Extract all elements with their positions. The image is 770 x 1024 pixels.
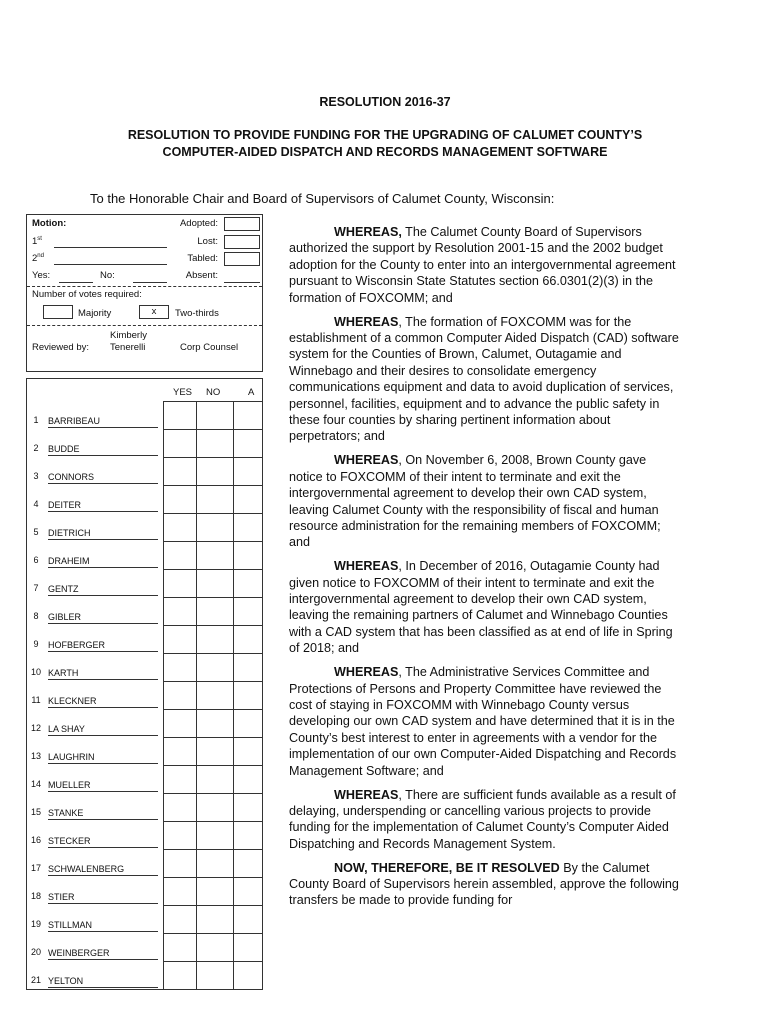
divider bbox=[27, 286, 262, 287]
row-divider bbox=[163, 625, 262, 626]
whereas-paragraph bbox=[289, 787, 681, 853]
supervisor-name: STANKE bbox=[48, 808, 158, 820]
supervisor-name: KLECKNER bbox=[48, 696, 158, 708]
supervisor-name: STECKER bbox=[48, 836, 158, 848]
first-line[interactable] bbox=[54, 247, 167, 248]
row-divider bbox=[163, 541, 262, 542]
row-divider bbox=[163, 905, 262, 906]
row-divider bbox=[163, 821, 262, 822]
row-number: 7 bbox=[33, 583, 39, 593]
row-number: 19 bbox=[30, 919, 41, 929]
whereas-paragraph bbox=[289, 314, 681, 445]
lost-box[interactable] bbox=[224, 235, 260, 249]
row-number: 17 bbox=[30, 863, 41, 873]
paragraph-text: By the Calumet County Board of Supervisors herein assembled, approve the following transfers be made to provide funding for bbox=[289, 860, 679, 908]
row-divider bbox=[163, 737, 262, 738]
supervisor-name: DRAHEIM bbox=[48, 556, 158, 568]
row-number: 8 bbox=[33, 611, 39, 621]
adopted-box[interactable] bbox=[224, 217, 260, 231]
majority-label: Majority bbox=[78, 308, 112, 319]
supervisor-name: GIBLER bbox=[48, 612, 158, 624]
motion-label: Motion: bbox=[32, 218, 67, 229]
paragraph-text: , The Administrative Services Committee and Protections of Persons and Property Committee have reviewed the cost of staying in FOXCOMM with Winnebago County versus developing our own CAD system and have determined that it is in the County’s best interest to enter in agreements with a vendor for the implementation of our own Computer-Aided Dispatching and Records Management Software; and bbox=[289, 665, 677, 778]
paragraph-lead: WHEREAS, bbox=[334, 225, 402, 239]
paragraph-lead: WHEREAS bbox=[334, 453, 399, 468]
yes-line[interactable] bbox=[59, 282, 93, 283]
row-divider bbox=[163, 597, 262, 598]
row-number: 18 bbox=[30, 891, 41, 901]
two-thirds-label: Two-thirds bbox=[175, 308, 219, 319]
whereas-paragraph bbox=[289, 452, 681, 550]
row-divider bbox=[163, 569, 262, 570]
subtitle-line-1: RESOLUTION TO PROVIDE FUNDING FOR THE UPGRADING OF CALUMET COUNTY’S bbox=[127, 128, 643, 142]
row-number: 16 bbox=[30, 835, 41, 845]
row-divider bbox=[163, 429, 262, 430]
row-number: 15 bbox=[30, 807, 41, 817]
row-number: 2 bbox=[33, 443, 39, 453]
paragraph-text: , On November 6, 2008, Brown County gave notice to FOXCOMM of their intent to terminate and exit the intergovernmental agreement to develop their own CAD system, leaving Calumet County with the responsibility of fiscal and human resource administration for the remaining members of FOXCOMM; and bbox=[289, 453, 661, 550]
row-number: 12 bbox=[30, 723, 41, 733]
paragraph-lead: WHEREAS bbox=[334, 665, 399, 680]
paragraph-text: , There are sufficient funds available as a result of delaying, underspending or cancelling various projects to provide funding for the implementation of Calumet County’s Computer Aided Dispatching and Records Management System. bbox=[289, 787, 676, 851]
supervisor-name: KARTH bbox=[48, 668, 158, 680]
two-thirds-checkbox[interactable]: x bbox=[139, 305, 169, 319]
row-number: 10 bbox=[30, 667, 41, 677]
supervisor-name: DEITER bbox=[48, 500, 158, 512]
salutation: To the Honorable Chair and Board of Supervisors of Calumet County, Wisconsin: bbox=[90, 191, 555, 206]
supervisor-name: MUELLER bbox=[48, 780, 158, 792]
row-divider bbox=[163, 653, 262, 654]
row-number: 14 bbox=[30, 779, 41, 789]
row-divider bbox=[163, 849, 262, 850]
supervisor-name: SCHWALENBERG bbox=[48, 864, 158, 876]
no-label: No: bbox=[100, 270, 115, 281]
column-no: NO bbox=[206, 387, 221, 398]
column-divider bbox=[196, 401, 197, 989]
whereas-paragraph bbox=[289, 664, 681, 779]
paragraph-text: , In December of 2016, Outagamie County had given notice to FOXCOMM of their intent to terminate and exit the intergovernmental agreement to develop their own CAD system, leaving the remaining partners of Calumet and Winnebago Counties with a CAD system that has been classified as at end of life in Spring of 2018; and bbox=[289, 559, 673, 656]
yes-label: Yes: bbox=[32, 270, 51, 281]
tabled-label: Tabled: bbox=[187, 253, 218, 264]
supervisor-name: BARRIBEAU bbox=[48, 416, 158, 428]
second-label bbox=[32, 253, 44, 264]
paragraph-lead: WHEREAS bbox=[334, 559, 399, 574]
column-yes: YES bbox=[173, 387, 193, 398]
resolution-title: RESOLUTION 2016-37 bbox=[319, 95, 451, 109]
whereas-paragraph bbox=[289, 860, 681, 909]
supervisor-name: DIETRICH bbox=[48, 528, 158, 540]
supervisor-name: GENTZ bbox=[48, 584, 158, 596]
row-number: 11 bbox=[31, 695, 41, 705]
paragraph-text: , The formation of FOXCOMM was for the establishment of a common Computer Aided Dispatch (CAD) software system for the Counties of Brown, Calumet, Outagamie and Winnebago and their desires to consolidate emergency communications equipment and data to avoid duplication of services, personnel, facilities, equipment and to advance the public safety in these four counties by sharing pertinent information about perpetrators; and bbox=[289, 314, 679, 444]
first-label bbox=[32, 236, 42, 247]
column-absent: A bbox=[248, 387, 255, 398]
first-sup: st bbox=[37, 236, 42, 242]
row-divider bbox=[163, 681, 262, 682]
row-divider bbox=[163, 961, 262, 962]
row-number: 3 bbox=[33, 471, 39, 481]
supervisor-name: LAUGHRIN bbox=[48, 752, 158, 764]
row-divider bbox=[163, 457, 262, 458]
row-divider bbox=[163, 933, 262, 934]
header-rule bbox=[163, 401, 262, 402]
paragraph-lead: WHEREAS bbox=[334, 314, 399, 329]
row-divider bbox=[163, 793, 262, 794]
second-line[interactable] bbox=[54, 264, 167, 265]
divider-2 bbox=[27, 325, 262, 326]
supervisor-name: HOFBERGER bbox=[48, 640, 158, 652]
supervisor-name: LA SHAY bbox=[48, 724, 158, 736]
column-divider bbox=[233, 401, 234, 989]
whereas-paragraph bbox=[289, 558, 681, 656]
supervisor-name: CONNORS bbox=[48, 472, 158, 484]
supervisor-name: BUDDE bbox=[48, 444, 158, 456]
reviewer-title: Corp Counsel bbox=[180, 342, 239, 353]
paragraph-lead: NOW, THEREFORE, BE IT RESOLVED bbox=[334, 860, 560, 875]
reviewer-last-name: Tenerelli bbox=[110, 342, 146, 353]
absent-label: Absent: bbox=[185, 270, 218, 281]
supervisor-name: YELTON bbox=[48, 976, 158, 988]
paragraph-text: The Calumet County Board of Supervisors authorized the support by Resolution 2001-15 and the 2002 budget adoption for the County to enter into an intergovernmental agreement pursuant to Wisconsin State Statutes section 66.0301(2)(3) in the formation of FOXCOMM; and bbox=[289, 225, 676, 305]
lost-label: Lost: bbox=[197, 236, 218, 247]
first-number: 1 bbox=[32, 236, 38, 248]
no-line[interactable] bbox=[133, 282, 167, 283]
absent-line[interactable] bbox=[224, 282, 260, 283]
row-number: 9 bbox=[33, 639, 39, 649]
row-number: 4 bbox=[33, 499, 39, 509]
motion-box bbox=[26, 214, 263, 372]
majority-checkbox[interactable] bbox=[43, 305, 73, 319]
second-number: 2 bbox=[32, 253, 38, 265]
supervisor-name: STILLMAN bbox=[48, 920, 158, 932]
row-divider bbox=[163, 513, 262, 514]
row-divider bbox=[163, 765, 262, 766]
row-number: 5 bbox=[33, 527, 39, 537]
reviewed-by-label: Reviewed by: bbox=[32, 342, 90, 353]
column-divider bbox=[163, 401, 164, 989]
tabled-box[interactable] bbox=[224, 252, 260, 266]
resolution-body bbox=[289, 224, 681, 916]
resolution-subtitle bbox=[0, 127, 770, 161]
adopted-label: Adopted: bbox=[179, 218, 218, 229]
votes-required-label: Number of votes required: bbox=[32, 289, 142, 300]
subtitle-line-2: COMPUTER-AIDED DISPATCH AND RECORDS MANAGEMENT SOFTWARE bbox=[162, 145, 608, 159]
row-divider bbox=[163, 709, 262, 710]
paragraph-lead: WHEREAS bbox=[334, 787, 399, 802]
second-sup: nd bbox=[37, 253, 44, 259]
supervisor-name: WEINBERGER bbox=[48, 948, 158, 960]
row-number: 13 bbox=[30, 751, 41, 761]
row-number: 20 bbox=[30, 947, 41, 957]
row-divider bbox=[163, 485, 262, 486]
row-number: 1 bbox=[33, 415, 39, 425]
vote-table bbox=[26, 378, 263, 990]
row-number: 21 bbox=[30, 975, 41, 985]
row-number: 6 bbox=[33, 555, 39, 565]
whereas-paragraph bbox=[289, 224, 681, 306]
supervisor-name: STIER bbox=[48, 892, 158, 904]
reviewer-first-name: Kimberly bbox=[110, 330, 147, 341]
row-divider bbox=[163, 877, 262, 878]
